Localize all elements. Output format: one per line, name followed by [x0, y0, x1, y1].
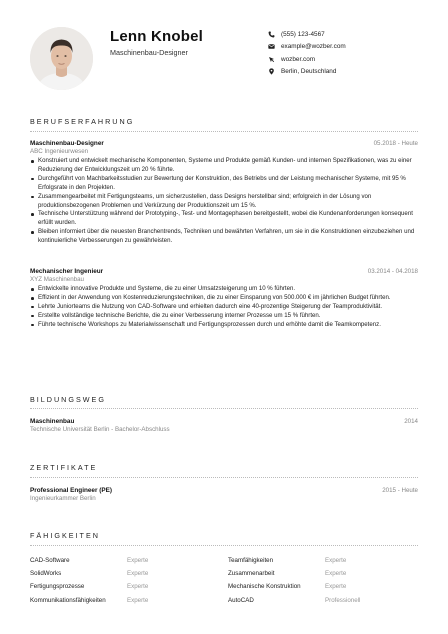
certificate-issuer: Ingenieurkammer Berlin: [30, 495, 96, 502]
skill-name: CAD-Software: [30, 557, 70, 565]
job-bullet: Entwickelte innovative Produkte und Systeme, die zu einer Umsatzsteigerung um 10 % führten.: [30, 285, 418, 294]
section-divider: [30, 408, 418, 409]
job-bullet: Bleiben informiert über die neuesten Branchentrends, Techniken und bewährten Verfahren, um sie in die Konstruktionen einzubeziehen und kontinuierliche Verbesserungen zu gewährleisten.: [30, 228, 418, 246]
skill-level: Experte: [127, 557, 149, 565]
contact-email-text: example@wozber.com: [281, 43, 346, 51]
job-bullet: Technische Unterstützung während der Prototyping-, Test- und Montagephasen bereitgestellt, wobei die Kundenanforderungen konsequent erfüllt wurden.: [30, 210, 418, 228]
certificate-title: Professional Engineer (PE): [30, 487, 113, 494]
contact-website[interactable]: [266, 53, 346, 66]
contact-list: [266, 28, 346, 78]
avatar: [30, 27, 93, 90]
skill-level: Professionell: [325, 596, 361, 604]
job-dates: 03.2014 - 04.2018: [367, 268, 418, 275]
skill-level: Experte: [325, 557, 347, 565]
map-pin-icon: [266, 68, 276, 75]
contact-email[interactable]: [266, 41, 346, 54]
section-title-certificates: ZERTIFIKATE: [30, 463, 98, 472]
skill-level: Experte: [127, 583, 149, 591]
certificate-dates: 2015 - Heute: [382, 487, 418, 494]
section-title-experience: BERUFSERFAHRUNG: [30, 117, 135, 126]
candidate-name: Lenn Knobel: [110, 28, 204, 45]
skill-name: SolidWorks: [30, 570, 62, 578]
phone-icon: [266, 31, 276, 38]
job-company: ABC Ingenieurwesen: [30, 148, 89, 155]
experience-entry: [30, 140, 418, 246]
experience-entry: [30, 268, 418, 330]
section-divider: [30, 131, 418, 132]
skill-name: Mechanische Konstruktion: [228, 583, 301, 591]
contact-phone[interactable]: [266, 28, 346, 41]
contact-location: [266, 66, 346, 79]
job-bullet: Lehrte Juniorteams die Nutzung von CAD-Software und erhielten dadurch eine 40-prozentige Steigerung der Teamproduktivität.: [30, 303, 418, 312]
job-bullet: Zusammengearbeitet mit Fertigungsteams, um sicherzustellen, dass Designs herstellbar sind; erfolgreich in der Lösung von produktionsbezogenen Problemen und Verkürzung der Produktionszeit um 15 %.: [30, 193, 418, 211]
skill-name: Kommunikationsfähigkeiten: [30, 596, 106, 604]
skill-name: Zusammenarbeit: [228, 570, 275, 578]
job-title: Mechanischer Ingenieur: [30, 268, 104, 275]
skill-row: [30, 567, 418, 580]
contact-phone-text: (555) 123-4567: [281, 30, 325, 38]
job-dates: 05.2018 - Heute: [373, 140, 418, 147]
job-bullet: Konstruiert und entwickelt mechanische Komponenten, Systeme und Produkte gemäß Kunden- und internen Spezifikationen, was zu einer Reduzierung der Entwicklungszeit um 20 % führte.: [30, 157, 418, 175]
skills-grid: [30, 554, 418, 607]
job-bullet: Durchgeführt von Machbarkeitsstudien zur Bewertung der Konstruktion, des Betriebs und der Leistung mechanischer Systeme, mit 95 % Erfolgsrate in den Projekten.: [30, 175, 418, 193]
profile-photo: [30, 27, 93, 90]
section-divider: [30, 477, 418, 478]
degree-title: Maschinenbau: [30, 418, 75, 425]
skill-level: Experte: [127, 596, 149, 604]
candidate-title: Maschinenbau-Designer: [110, 48, 188, 57]
skill-name: Teamfähigkeiten: [228, 557, 274, 565]
contact-website-text: wozber.com: [281, 55, 316, 63]
job-company: XYZ Maschinenbau: [30, 276, 84, 283]
skill-row: [30, 580, 418, 593]
envelope-icon: [266, 43, 276, 50]
skill-name: Fertigungsprozesse: [30, 583, 85, 591]
degree-institution: Technische Universität Berlin - Bachelor-Abschluss: [30, 426, 170, 433]
skill-level: Experte: [127, 570, 149, 578]
job-bullets: [30, 157, 418, 246]
skill-level: Experte: [325, 570, 347, 578]
link-cursor-icon: [266, 56, 276, 63]
education-entry: [30, 418, 418, 433]
degree-year: 2014: [404, 418, 418, 425]
skill-row: [30, 594, 418, 607]
skill-row: [30, 554, 418, 567]
certificate-entry: [30, 487, 418, 502]
skill-name: AutoCAD: [228, 596, 254, 604]
skill-level: Experte: [325, 583, 347, 591]
job-bullet: Effizient in der Anwendung von Kostenreduzierungstechniken, die zu einer Einsparung von 500.000 € im jährlichen Budget führten.: [30, 294, 418, 303]
section-title-education: BILDUNGSWEG: [30, 395, 106, 404]
section-divider: [30, 545, 418, 546]
job-bullets: [30, 285, 418, 330]
job-title: Maschinenbau-Designer: [30, 140, 104, 147]
contact-location-text: Berlin, Deutschland: [281, 68, 337, 76]
job-bullet: Führte technische Workshops zu Materialwissenschaft und Fertigungsprozessen durch und erhöhte damit die Teamkompetenz.: [30, 321, 418, 330]
job-bullet: Erstellte vollständige technische Berichte, die zu einer Verbesserung interner Prozesse um 15 % führten.: [30, 312, 418, 321]
section-title-skills: FÄHIGKEITEN: [30, 531, 100, 540]
